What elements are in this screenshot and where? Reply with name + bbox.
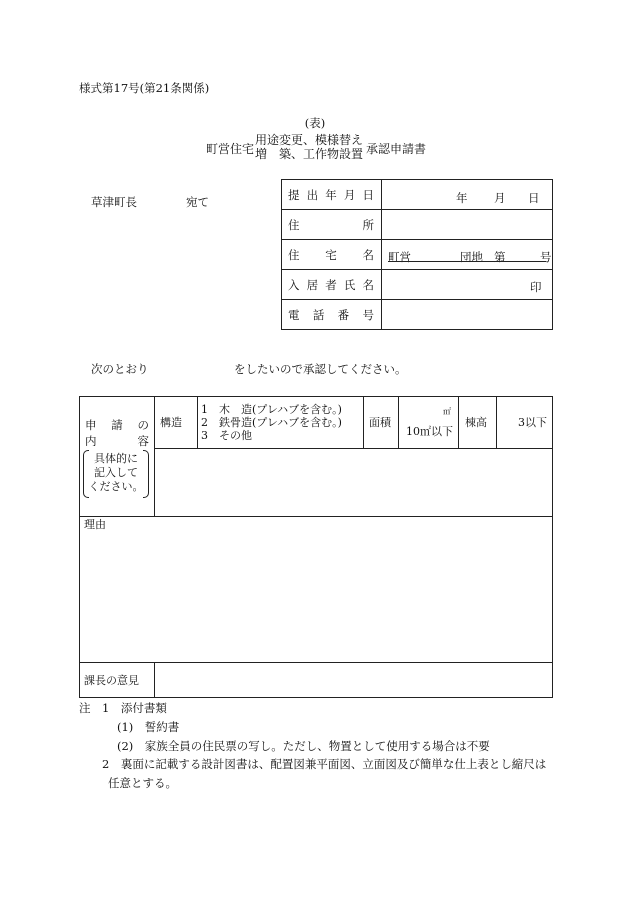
chief-opinion-label: 課長の意見 xyxy=(84,674,139,687)
specific-instruction-bracket xyxy=(83,450,149,496)
phone-row xyxy=(282,300,553,330)
area-label: 面積 xyxy=(369,416,391,429)
request-sentence-end: をしたいので承認してください。 xyxy=(234,362,407,376)
address-row xyxy=(282,210,553,240)
note-2-line-1: 2 裏面に記載する設計図書は、配置図兼平面図、立面図及び簡単な仕上表とし縮尺は xyxy=(102,757,547,771)
structure-option-2[interactable]: 2 鉄骨造(プレハブを含む。) xyxy=(201,416,342,429)
structure-option-3[interactable]: 3 その他 xyxy=(201,429,252,442)
addressee: 草津町長 xyxy=(91,195,137,209)
address-label xyxy=(282,210,382,240)
name-label-text: 入 居 者 氏 名 xyxy=(288,277,374,292)
title-stack xyxy=(255,133,363,161)
residence-row xyxy=(282,240,553,270)
dai-text: 第 xyxy=(494,250,506,264)
applicant-table xyxy=(281,179,553,330)
title-suffix: 承認申請書 xyxy=(366,142,427,156)
phone-label-text: 電 話 番 号 xyxy=(288,307,374,322)
address-label-text: 住 所 xyxy=(288,217,374,232)
reason-top-divider xyxy=(79,516,553,517)
address-field[interactable] xyxy=(382,210,553,240)
options-col-divider xyxy=(363,396,364,448)
honorific: 宛て xyxy=(186,195,209,209)
bracket-line-1: 具体的に xyxy=(94,452,138,465)
note-item-2: (2) 家族全員の住民票の写し。ただし、物置として使用する場合は不要 xyxy=(117,739,490,753)
title-prefix: 町営住宅 xyxy=(206,142,255,156)
height-label: 棟高 xyxy=(465,416,487,429)
residence-label xyxy=(282,240,382,270)
name-field[interactable] xyxy=(382,270,553,300)
go-text: 号 xyxy=(540,250,552,264)
label-col-divider xyxy=(154,396,155,516)
year-unit: 年 xyxy=(456,191,468,205)
area-unit: ㎡ xyxy=(443,407,451,416)
content-row-divider xyxy=(154,448,553,449)
title-line-1: 用途変更、模様替え xyxy=(255,133,364,147)
date-row xyxy=(282,180,553,210)
reason-label: 理由 xyxy=(84,518,106,531)
bracket-line-2: 記入して xyxy=(94,466,138,479)
height-col-divider xyxy=(496,396,497,448)
notes-heading: 注 1 添付書類 xyxy=(79,701,167,715)
content-table xyxy=(79,396,553,698)
date-label-text: 提 出 年 月 日 xyxy=(288,187,374,202)
area-value-col-divider xyxy=(458,396,459,448)
form-number: 様式第17号(第21条関係) xyxy=(79,81,210,95)
residence-underline xyxy=(388,261,546,262)
height-limit: 3以下 xyxy=(518,416,547,429)
date-field[interactable] xyxy=(382,180,553,210)
residence-field[interactable] xyxy=(382,240,553,270)
name-label xyxy=(282,270,382,300)
title-line-2: 増 築、工作物設置 xyxy=(255,147,364,161)
structure-option-1[interactable]: 1 木 造(プレハブを含む。) xyxy=(201,403,342,416)
structure-label: 構造 xyxy=(160,416,182,429)
front-side-heading: (表) xyxy=(304,116,326,130)
application-content-label-1: 申 請 の xyxy=(85,418,149,432)
phone-label xyxy=(282,300,382,330)
town-text: 町営 xyxy=(388,250,411,264)
month-unit: 月 xyxy=(494,191,506,205)
request-sentence-start: 次のとおり xyxy=(91,362,149,376)
note-item-1: (1) 誓約書 xyxy=(117,720,180,734)
residence-label-text: 住 宅 名 xyxy=(288,247,374,262)
seal-mark: 印 xyxy=(530,280,542,294)
area-limit: 10㎡以下 xyxy=(406,425,453,438)
application-content-label-2: 内 容 xyxy=(85,434,149,448)
danchi-text: 団地 xyxy=(460,250,483,264)
phone-field[interactable] xyxy=(382,300,553,330)
date-label xyxy=(282,180,382,210)
name-row xyxy=(282,270,553,300)
note-2-line-2: 任意とする。 xyxy=(108,776,177,790)
day-unit: 日 xyxy=(528,191,540,205)
bracket-line-3: ください。 xyxy=(88,480,144,493)
structure-col-divider xyxy=(197,396,198,448)
opinion-top-divider xyxy=(79,662,553,663)
area-label-col-divider xyxy=(398,396,399,448)
opinion-col-divider xyxy=(154,662,155,698)
